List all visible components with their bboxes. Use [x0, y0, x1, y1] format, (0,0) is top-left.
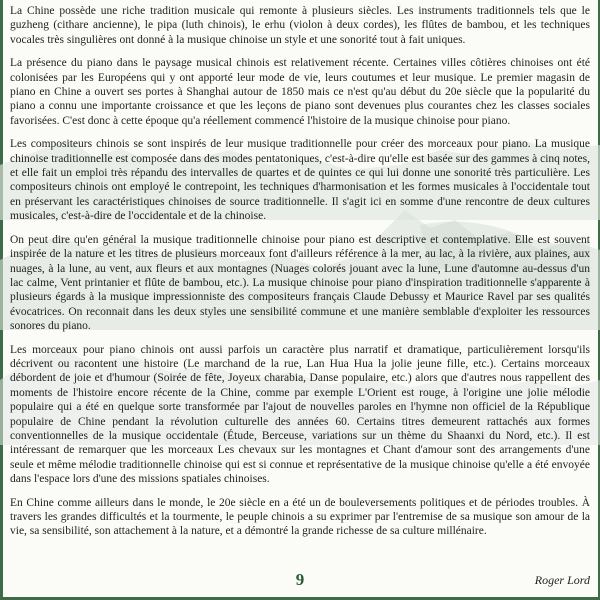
- page-number: 9: [295, 570, 305, 589]
- paragraph-4: On peut dire qu'en général la musique traditionnelle chinoise pour piano est descriptive et contemplative. Elle est souvent inspirée de la nature et les titres de plusieurs morceaux font d'ailleurs référence à la mer, au lac, à la rivière, aux plaines, aux nuages, à la lune, au vent, aux fleurs et aux montagnes (Nuages colorés jouant avec la lune, Lune d'automne au-dessus d'un lac calme, Vent printanier et flûte de bambou, etc.). La musique chinoise pour piano d'inspiration traditionnelle s'apparente à plusieurs égards à la musique impressionniste des compositeurs français Claude Debussy et Maurice Ravel par ses qualités évocatrices. On reconnait dans les deux styles une sensibilité commune et une manière semblable d'exploiter les ressources sonores du piano.: [10, 233, 590, 333]
- paragraph-5: Les morceaux pour piano chinois ont aussi parfois un caractère plus narratif et dramatique, particulièrement lorsqu'ils décrivent ou racontent une histoire (Le marchand de la rue, Lan Hua Hua la jolie jeune fille, etc.). Certains morceaux débordent de joie et d'humour (Soirée de fête, Joyeux charabia, Danse populaire, etc.) alors que d'autres nous rappellent des moments de l'histoire encore récente de la Chine, comme par exemple L'Orient est rouge, à l'origine une jolie mélodie populaire qui a été en quelque sorte transformée par l'ajout de nouvelles paroles en l'hymne non officiel de la République populaire de Chine pendant la révolution culturelle des années 60. Certains titres demeurent rattachés aux formes conventionnelles de la musique occidentale (Étude, Berceuse, variations sur un thème du Shaanxi du Nord, etc.). Il est intéressant de remarquer que les morceaux Les chevaux sur les montagnes et Chant d'amour sont des arrangements d'une seule et même mélodie traditionnelle chinoise qui est si connue et représentative de la musique chinoise qu'elle a été envoyée dans l'espace lors d'une des missions spatiales chinoises.: [10, 343, 590, 486]
- paragraph-6: En Chine comme ailleurs dans le monde, le 20e siècle en a été un de bouleversements politiques et de périodes troubles. À travers les grandes difficultés et la tourmente, le peuple chinois a su exprimer par l'entremise de sa musique son amour de la vie, sa sensibilité, son attachement à la nature, et a démontré la grande richesse de sa culture millénaire.: [10, 496, 590, 538]
- paragraph-2: La présence du piano dans le paysage musical chinois est relativement récente. Certaines villes côtières chinoises ont été colonisées par les Européens qui y ont apporté leur mode de vie, leurs coutumes et leur musique. Le premier magasin de piano en Chine a ouvert ses portes à Shanghai autour de 1850 mais ce n'est qu'au début du 20e siècle que la popularité du piano a connu une importante croissance et que les leçons de piano sont devenues plus courantes chez les classes sociales favorisées. C'est donc à cette époque qu'a réellement commencé l'histoire de la musique chinoise pour piano.: [10, 57, 590, 127]
- author-signature: Roger Lord: [534, 573, 590, 587]
- page-footer: [0, 570, 600, 592]
- article-body: [10, 4, 590, 548]
- paragraph-1: La Chine possède une riche tradition musicale qui remonte à plusieurs siècles. Les instruments traditionnels tels que le guzheng (cithare ancienne), le pipa (luth chinois), le erhu (violon à deux cordes), les flûtes de bambou, et les techniques vocales très singulières ont donné à la musique chinoise un style et une sonorité tout à fait uniques.: [10, 5, 590, 46]
- paragraph-3: Les compositeurs chinois se sont inspirés de leur musique traditionnelle pour créer des morceaux pour piano. La musique chinoise traditionnelle est composée dans des modes pentatoniques, c'est-à-dire qu'elle est basée sur des gammes à cinq notes, et elle fait un emploi très répandu des intervalles de quartes et de quintes ce qui lui donne une sonorité très particulière. Les compositeurs chinois ont employé le contrepoint, les techniques d'harmonisation et les formes musicales à l'occidentale tout en préservant les caractéristiques chinoises de source traditionnelle. Il s'agit ici en somme d'une rencontre de deux cultures musicales, c'est-à-dire de l'occidentale et de la chinoise.: [10, 138, 590, 223]
